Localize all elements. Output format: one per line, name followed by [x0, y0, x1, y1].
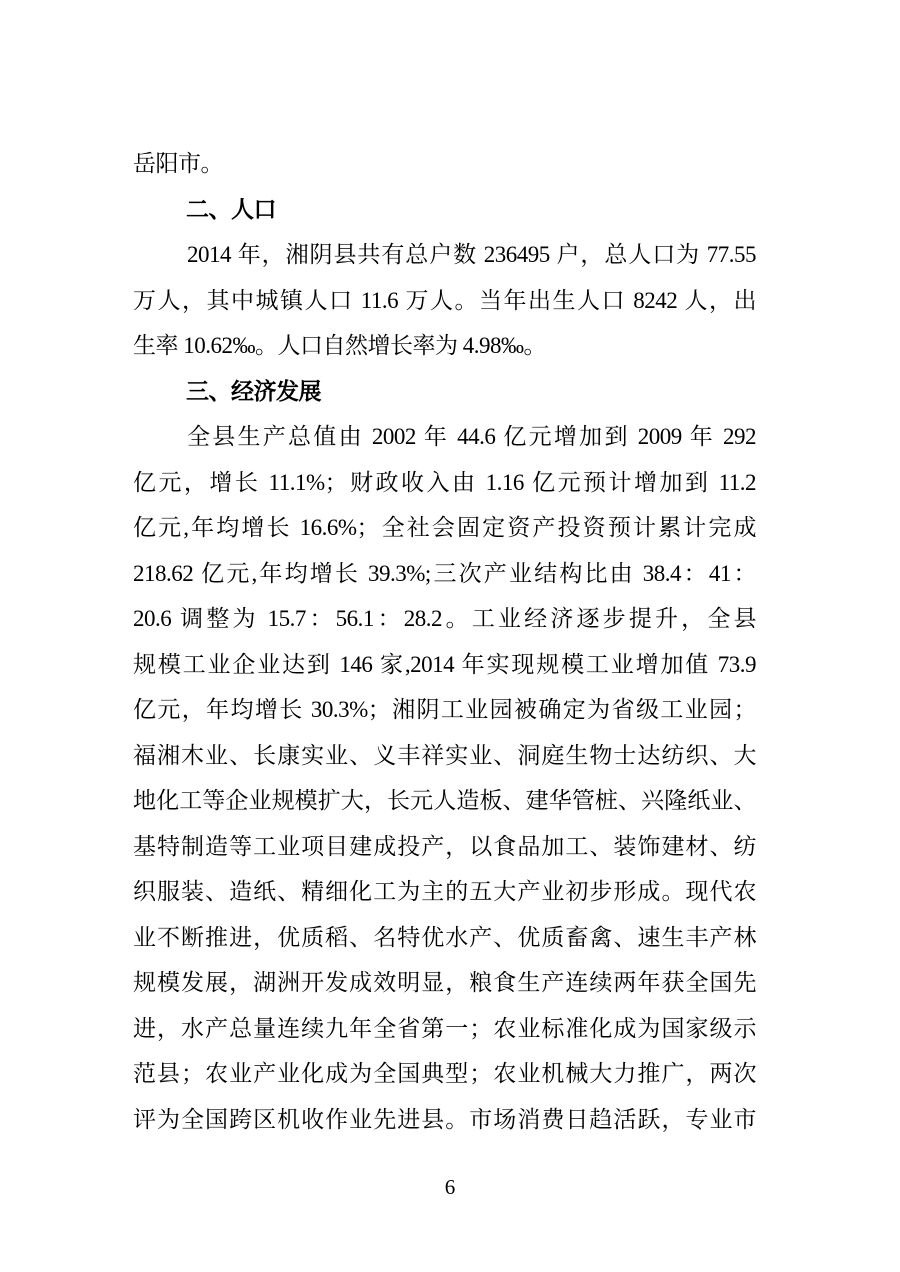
text-line-intro: 岳阳市。 — [133, 151, 223, 176]
text-line: 福湘木业、长康实业、义丰祥实业、洞庭生物士达纺织、大 — [133, 742, 756, 768]
text-line: 218.62 亿元,年均增长 39.3%;三次产业结构比由 38.4：41： — [133, 560, 756, 586]
text-line: 生率 10.62‰。人口自然增长率为 4.98‰。 — [133, 333, 546, 358]
text-line: 范县；农业产业化成为全国典型；农业机械大力推广，两次 — [133, 1061, 756, 1086]
text-line: 规模发展，湖洲开发成效明显，粮食生产连续两年获全国先 — [133, 970, 756, 995]
text-line: 地化工等企业规模扩大，长元人造板、建华管桩、兴隆纸业、 — [133, 788, 756, 813]
text-line: 20.6 调整为 15.7：56.1：28.2。工业经济逐步提升，全县 — [133, 606, 756, 631]
text-line: 业不断推进，优质稻、名特优水产、优质畜禽、速生丰产林 — [133, 924, 756, 950]
text-line: 规模工业企业达到 146 家,2014 年实现规模工业增加值 73.9 — [133, 651, 756, 677]
document-text-block — [133, 141, 756, 1142]
section-heading-population: 二、人口 — [186, 196, 276, 222]
text-line: 亿元，年均增长 30.3%；湘阴工业园被确定为省级工业园； — [133, 697, 756, 722]
text-line: 亿元,年均增长 16.6%；全社会固定资产投资预计累计完成 — [133, 515, 756, 540]
text-line: 基特制造等工业项目建成投产，以食品加工、装饰建材、纺 — [133, 833, 756, 859]
text-line: 亿元，增长 11.1%；财政收入由 1.16 亿元预计增加到 11.2 — [133, 469, 756, 495]
text-line: 评为全国跨区机收作业先进县。市场消费日趋活跃，专业市 — [133, 1106, 756, 1132]
text-line: 进，水产总量连续九年全省第一；农业标准化成为国家级示 — [133, 1015, 756, 1041]
text-line: 织服装、造纸、精细化工为主的五大产业初步形成。现代农 — [133, 879, 756, 904]
text-line: 全县生产总值由 2002 年 44.6 亿元增加到 2009 年 292 — [187, 424, 756, 449]
section-heading-economy: 三、经济发展 — [186, 378, 321, 404]
text-line: 万人，其中城镇人口 11.6 万人。当年出生人口 8242 人，出 — [133, 287, 756, 313]
text-line: 2014 年，湘阴县共有总户数 236495 户，总人口为 77.55 — [187, 242, 756, 267]
page-number: 6 — [444, 1175, 456, 1199]
